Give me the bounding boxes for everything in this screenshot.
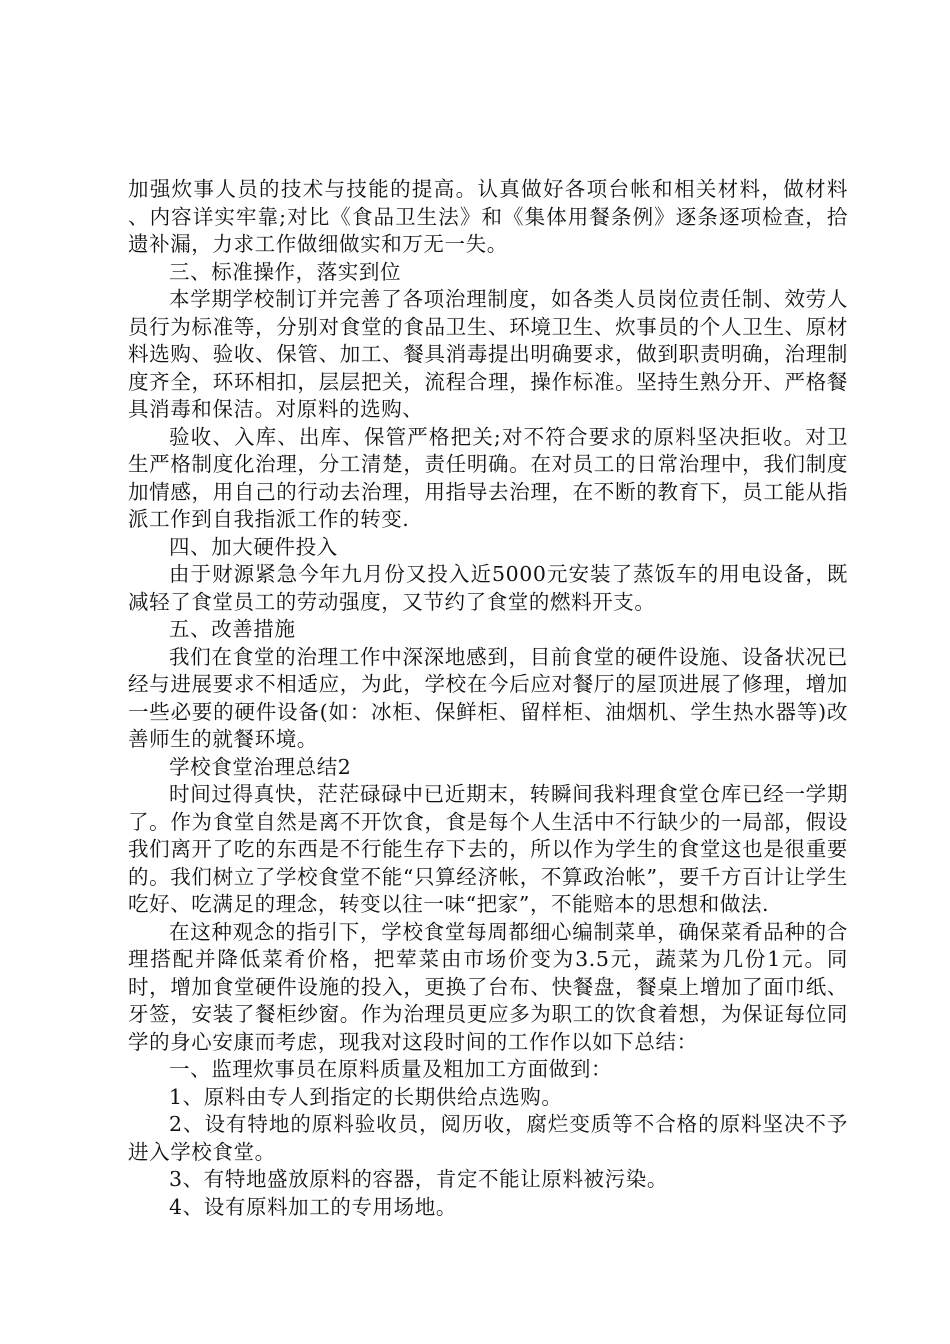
paragraph-steamer-equipment: 由于财源紧急今年九月份又投入近5000元安装了蒸饭车的用电设备，既减轻了食堂员工的劳动强度，又节约了食堂的燃料开支。 (128, 562, 848, 614)
paragraph-management-system: 本学期学校制订并完善了各项治理制度，如各类人员岗位责任制、效劳人员行为标准等，分别对食堂的食品卫生、环境卫生、炊事员的个人卫生、原材料选购、验收、保管、加工、餐具消毒提出明确要求，做到职责明确，治理制度齐全，环环相扣，层层把关，流程合理，操作标准。坚持生熟分开、严格餐具消毒和保洁。对原料的选购、 (128, 287, 848, 421)
section-heading-standard-operation: 三、标准操作，落实到位 (169, 259, 402, 284)
paragraph-menu-planning: 在这种观念的指引下，学校食堂每周都细心编制菜单，确保菜肴品种的合理搭配并降低菜肴价格，把荤菜由市场价变为3.5元，蔬菜为几份1元。同时，增加食堂硬件设施的投入，更换了台布、快餐盘，餐桌上增加了面巾纸、牙签，安装了餐柜纱窗。作为治理员更应多为职工的饮食着想，为保证每位同学的身心安康而考虑，现我对这段时间的工作作以如下总结： (128, 919, 848, 1054)
section-heading-hardware-investment: 四、加大硬件投入 (169, 534, 338, 559)
section-heading-improvement: 五、改善措施 (169, 617, 296, 641)
list-item-1: 1、原料由专人到指定的长期供给点选购。 (169, 1084, 563, 1109)
list-item-3: 3、有特地盛放原料的容器，肯定不能让原料被污染。 (169, 1167, 668, 1191)
paragraph-improvement-measures: 我们在食堂的治理工作中深深地感到，目前食堂的硬件设施、设备状况已经与进展要求不相适应，为此，学校在今后应对餐厅的屋顶进展了修理，增加一些必要的硬件设备(如：冰柜、保鲜柜、留样柜、油烟机、学生热水器等)改善师生的就餐环境。 (128, 644, 848, 751)
paragraph-inspection: 验收、入库、出库、保管严格把关;对不符合要求的原料坚决拒收。对卫生严格制度化治理，分工清楚，责任明确。在对员工的日常治理中，我们制度加情感，用自己的行动去治理，用指导去治理，在不断的教育下，员工能从指派工作到自我指派工作的转变. (128, 424, 848, 531)
paragraph-time-flies: 时间过得真快，茫茫碌碌中已近期末，转瞬间我料理食堂仓库已经一学期了。作为食堂自然是离不开饮食，食是每个人生活中不行缺少的一局部，假设我们离开了吃的东西是不行能生存下去的，所以作为学生的食堂这也是很重要的。我们树立了学校食堂不能“只算经济帐，不算政治帐”，要千方百计让学生吃好、吃满足的理念，转变以往一味“把家”，不能赔本的思想和做法. (128, 782, 848, 916)
document-body (128, 176, 848, 1221)
section-heading-summary-2: 学校食堂治理总结2 (169, 754, 352, 779)
list-item-4: 4、设有原料加工的专用场地。 (169, 1194, 457, 1219)
list-item-2: 2、设有特地的原料验收员，阅历收，腐烂变质等不合格的原料坚决不予进入学校食堂。 (128, 1112, 848, 1164)
list-heading-supervision: 一、监理炊事员在原料质量及粗加工方面做到： (169, 1057, 613, 1081)
paragraph-continuation: 加强炊事人员的技术与技能的提高。认真做好各项台帐和相关材料，做材料 、内容详实牢靠;对比《食品卫生法》和《集体用餐条例》逐条逐项检查，拾遗补漏，力求工作做细做实和万无一失。 (128, 177, 848, 256)
